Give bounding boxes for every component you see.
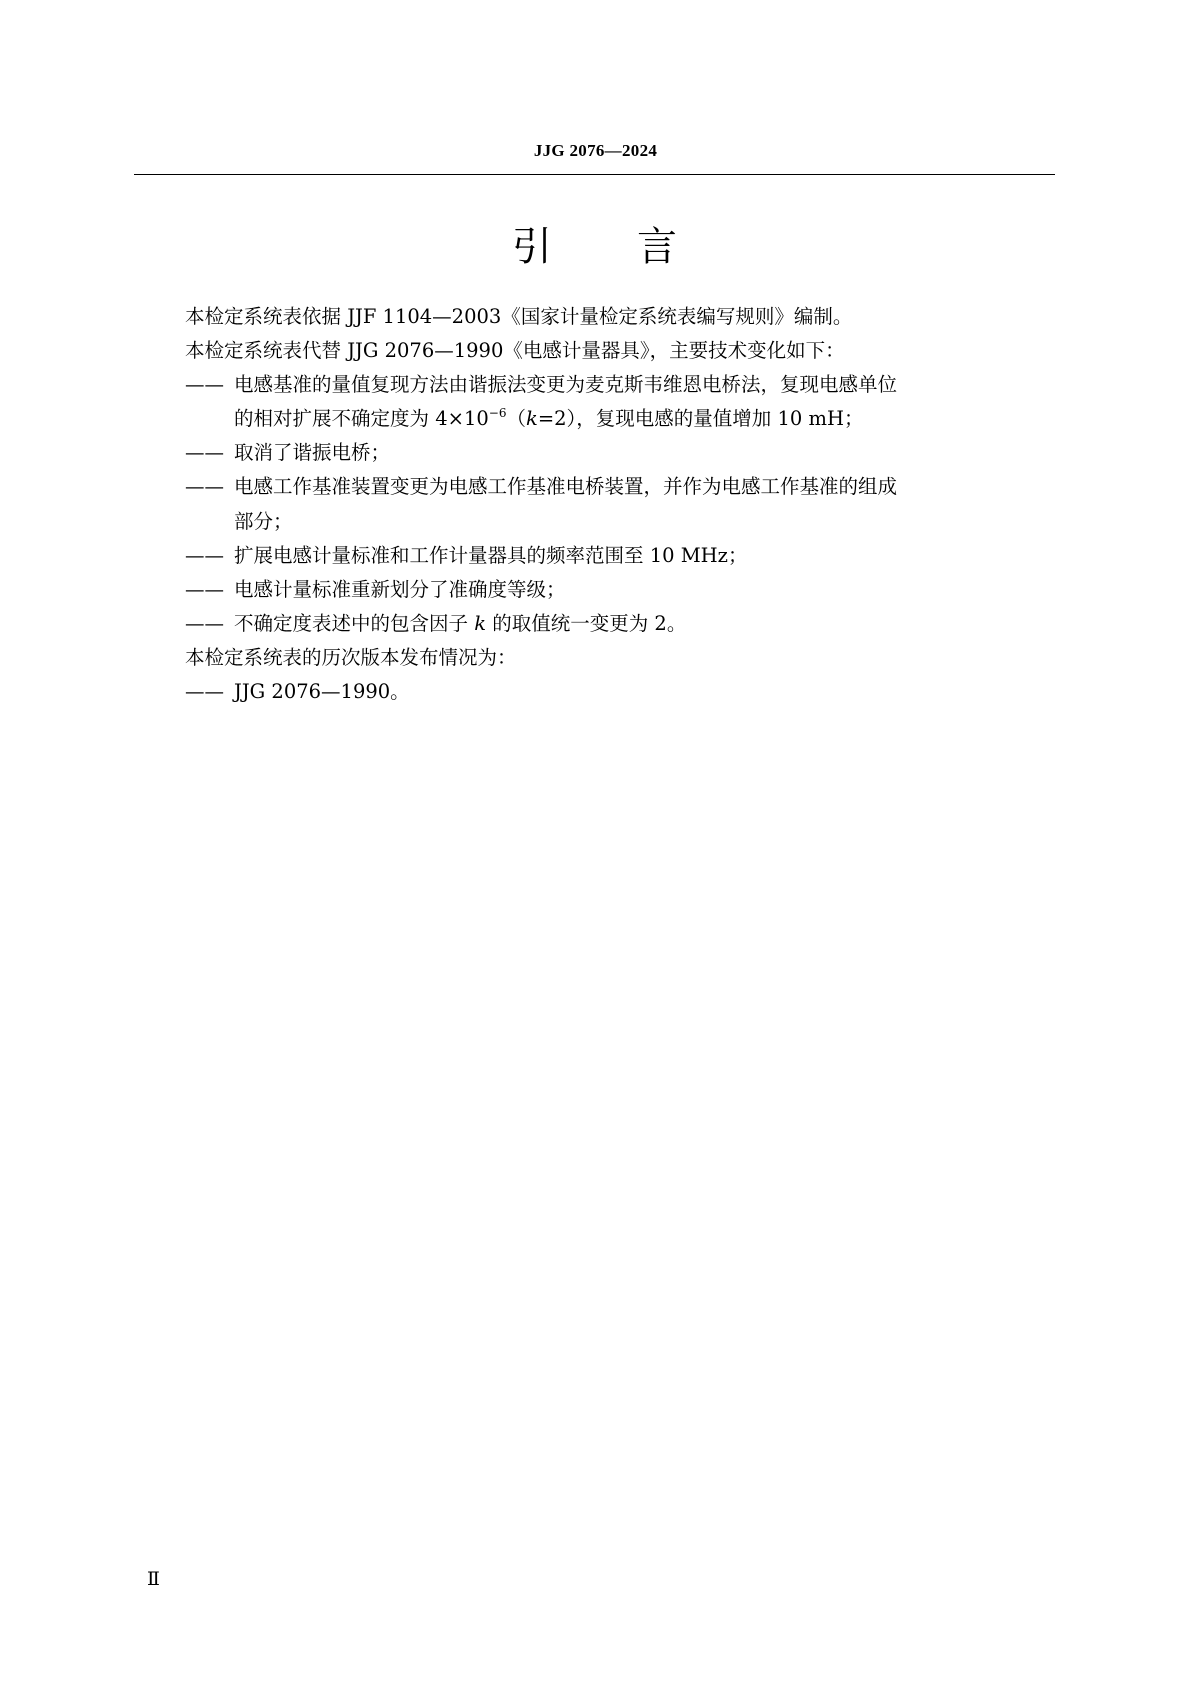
list-item bbox=[185, 368, 1055, 436]
list-dash: —— bbox=[185, 373, 224, 397]
list-dash: —— bbox=[185, 543, 224, 567]
paragraph-basis: 本检定系统表依据 JJF 1104—2003《国家计量检定系统表编写规则》编制。 bbox=[185, 305, 853, 328]
list-dash: —— bbox=[185, 680, 224, 704]
list-item-text: 的取值统一变更为 2。 bbox=[486, 611, 687, 635]
running-header: JJG 2076—2024 bbox=[533, 141, 658, 160]
list-item bbox=[185, 436, 1055, 470]
coverage-factor-symbol: k bbox=[474, 611, 487, 635]
list-item-line bbox=[234, 402, 1055, 436]
list-item-line: 取消了谐振电桥； bbox=[234, 441, 391, 465]
list-item-text: 的相对扩展不确定度为 4×10 bbox=[234, 407, 489, 431]
paragraph-replacement: 本检定系统表代替 JJG 2076—1990《电感计量器具》，主要技术变化如下： bbox=[185, 339, 845, 363]
list-item-line: 电感基准的量值复现方法由谐振法变更为麦克斯韦维恩电桥法，复现电感单位 bbox=[234, 373, 898, 397]
list-dash: —— bbox=[185, 611, 224, 635]
header-rule bbox=[134, 174, 1055, 175]
list-item-line: 扩展电感计量标准和工作计量器具的频率范围至 10 MHz； bbox=[234, 543, 748, 567]
list-item-line bbox=[234, 607, 1055, 641]
list-item-text: （ bbox=[506, 407, 526, 431]
list-item-text: =2），复现电感的量值增加 10 mH； bbox=[537, 407, 864, 431]
title-char-1: 引 bbox=[512, 224, 552, 270]
list-dash: —— bbox=[185, 441, 224, 465]
list-item-text: 不确定度表述中的包含因子 bbox=[234, 611, 475, 635]
list-item bbox=[185, 470, 1055, 538]
list-item bbox=[185, 573, 1055, 607]
list-item-line: 部分； bbox=[234, 509, 293, 533]
document-body bbox=[185, 300, 1055, 709]
list-item bbox=[185, 675, 1055, 709]
list-dash: —— bbox=[185, 577, 224, 601]
list-item-line: JJG 2076—1990。 bbox=[234, 680, 410, 704]
list-item bbox=[185, 539, 1055, 573]
list-dash: —— bbox=[185, 475, 224, 499]
section-title bbox=[0, 221, 1191, 273]
list-item-line: 电感工作基准装置变更为电感工作基准电桥装置，并作为电感工作基准的组成 bbox=[234, 475, 898, 499]
title-char-2: 言 bbox=[637, 224, 677, 270]
coverage-factor-symbol: k bbox=[525, 407, 538, 431]
page-number: Ⅱ bbox=[147, 1569, 160, 1590]
list-item bbox=[185, 607, 1055, 641]
paragraph-history: 本检定系统表的历次版本发布情况为： bbox=[185, 645, 517, 669]
list-item-line: 电感计量标准重新划分了准确度等级； bbox=[234, 577, 566, 601]
exponent: −6 bbox=[488, 406, 507, 421]
